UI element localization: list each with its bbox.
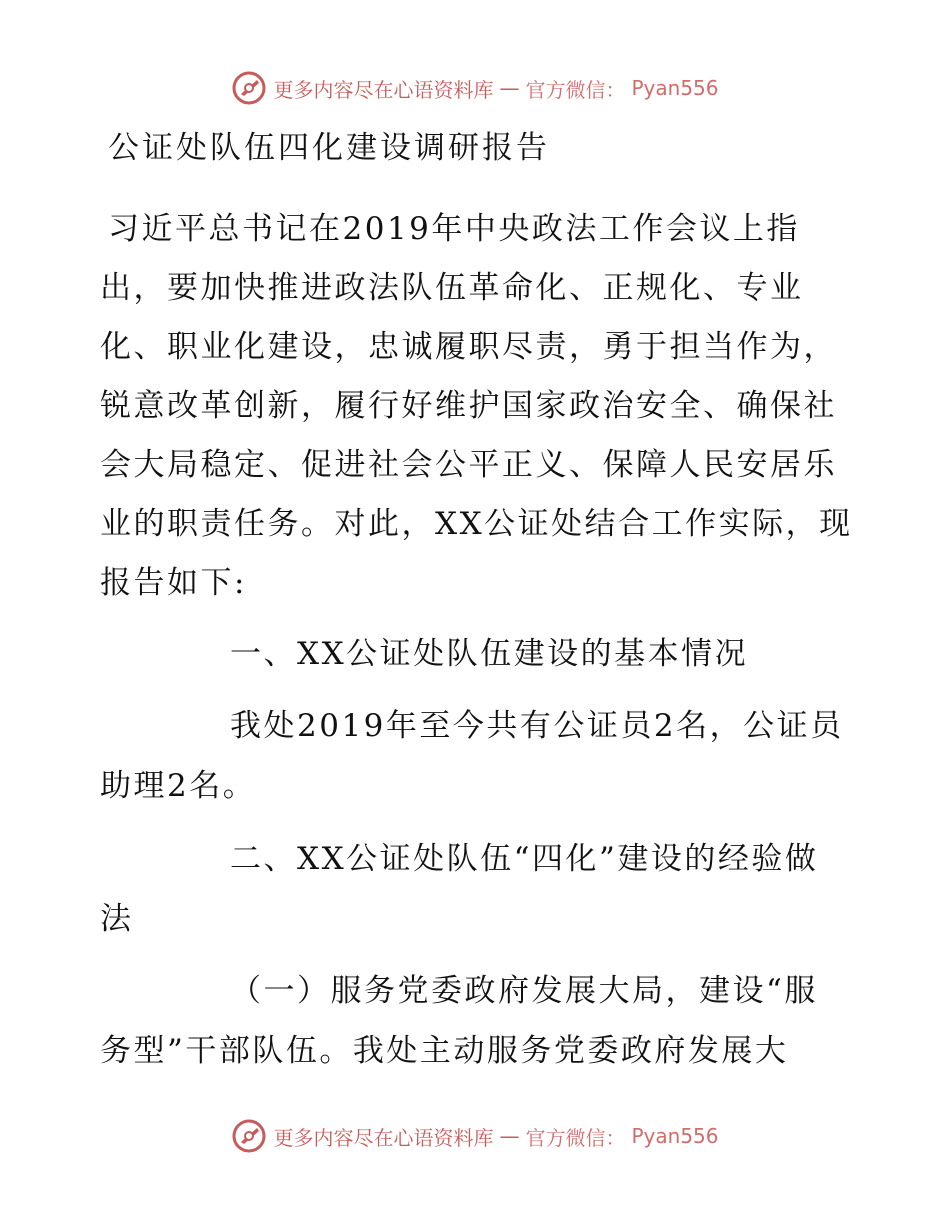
section-heading-continued: 法 (100, 901, 134, 937)
header-watermark-banner (0, 70, 950, 106)
body-line: 出，要加快推进政法队伍革命化、正规化、专业 (100, 270, 804, 306)
banner-dash: — (499, 1124, 520, 1148)
section-heading: 一、XX公证处队伍建设的基本情况 (230, 636, 749, 672)
body-line: 化、职业化建设，忠诚履职尽责，勇于担当作为， (100, 329, 837, 365)
body-line: 报告如下: (100, 565, 247, 601)
logo-icon (231, 1118, 267, 1154)
logo-icon (231, 70, 267, 106)
body-line: 会大局稳定、促进社会公平正义、保障人民安居乐 (100, 447, 837, 483)
body-line: 业的职责任务。对此，XX公证处结合工作实际，现 (100, 506, 853, 542)
banner-dash: — (499, 76, 520, 100)
banner-text: 更多内容尽在心语资料库 (273, 1125, 494, 1150)
banner-wechat-id: Pyan556 (631, 76, 719, 100)
body-line: 助理2名。 (100, 768, 257, 804)
document-title: 公证处队伍四化建设调研报告 (108, 130, 550, 166)
footer-watermark-banner (0, 1118, 950, 1154)
body-line: 习近平总书记在2019年中央政法工作会议上指 (108, 211, 800, 247)
banner-wechat-label: 官方微信： (525, 77, 626, 102)
subsection-line: （一）服务党委政府发展大局，建设“服 (230, 973, 818, 1009)
banner-text: 更多内容尽在心语资料库 (273, 77, 494, 102)
body-line: 我处2019年至今共有公证员2名，公证员 (230, 708, 844, 744)
body-line: 务型”干部队伍。我处主动服务党委政府发展大 (100, 1033, 789, 1069)
banner-wechat-label: 官方微信： (525, 1125, 626, 1150)
banner-wechat-id: Pyan556 (631, 1124, 719, 1148)
body-line: 锐意改革创新，履行好维护国家政治安全、确保社 (100, 388, 837, 424)
section-heading: 二、XX公证处队伍“四化”建设的经验做 (230, 841, 819, 877)
